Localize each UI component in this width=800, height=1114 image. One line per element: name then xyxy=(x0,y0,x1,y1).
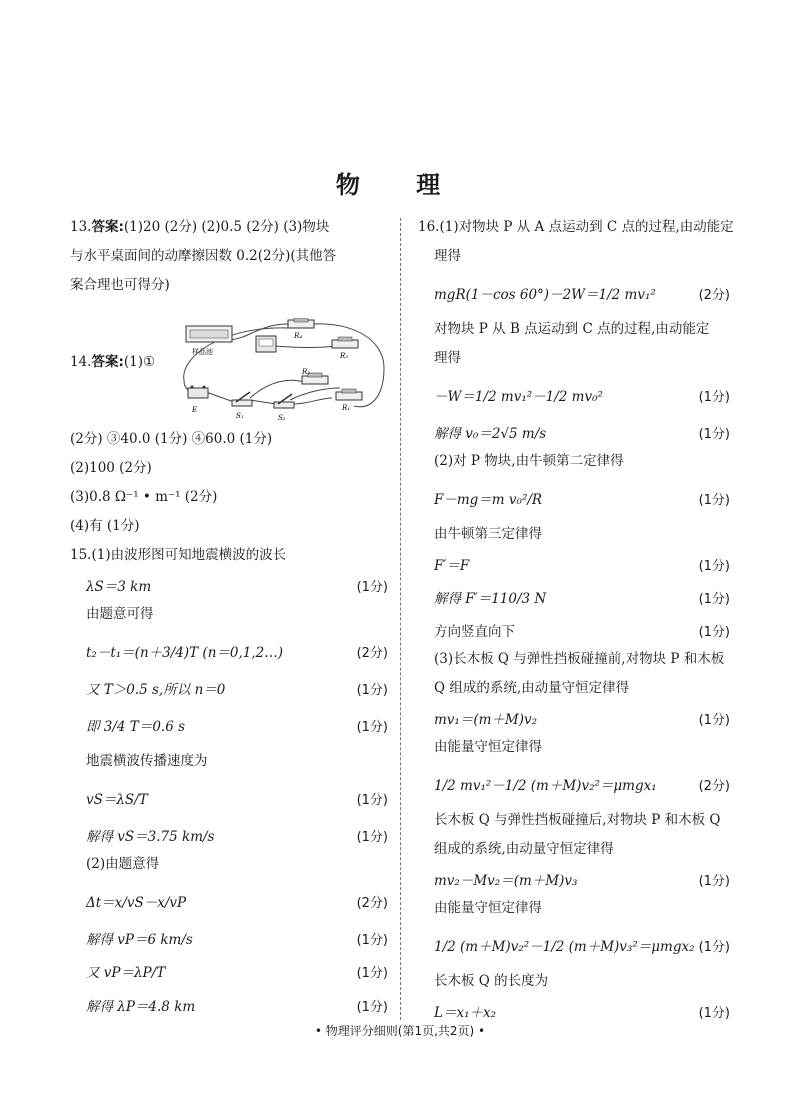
page-footer: • 物理评分细则(第1页,共2页) • xyxy=(314,1024,486,1038)
q15-score1: (1分) xyxy=(356,579,388,595)
wire-mid xyxy=(274,346,336,348)
q13 xyxy=(70,213,388,300)
q14-num: 14. xyxy=(70,354,92,370)
wire-s2-r1 xyxy=(290,398,332,404)
q16-text8: 长木板 Q 的长度为 xyxy=(434,973,549,989)
q16-text4a: (3)长木板 Q 与弹性挡板碰撞前,对物块 P 和木板 xyxy=(434,651,725,667)
q16-eq6: 解得 F′＝110/3 N xyxy=(434,591,547,607)
q15-score8: (1分) xyxy=(356,932,388,948)
wire-s1-s2 xyxy=(250,400,276,404)
q16-text1b: 理得 xyxy=(434,350,461,366)
q15-intro: 15.(1)由波形图可知地震横波的波长 xyxy=(70,547,287,563)
resistor-r3 xyxy=(332,337,358,348)
q15-eq5: vS＝λS/T xyxy=(86,792,148,808)
q16-score12: (1分) xyxy=(698,1005,730,1021)
wire-right-down xyxy=(354,368,384,407)
right-column xyxy=(418,213,734,1026)
q14-line2: (2)100 (2分) xyxy=(70,460,152,476)
q16-eq12: L＝x₁＋x₂ xyxy=(434,1005,497,1021)
q14-line4: (4)有 (1分) xyxy=(70,518,140,534)
q16-score8: (1分) xyxy=(698,712,730,728)
circuit-diagram xyxy=(170,318,392,428)
r3-label: R₃ xyxy=(340,352,349,360)
r2-label: R₂ xyxy=(302,368,311,376)
q16-score7: (1分) xyxy=(698,624,730,640)
q15-eq9: 又 vP＝λP/T xyxy=(86,965,166,981)
q16-score10: (1分) xyxy=(698,873,730,889)
wire-e-s1 xyxy=(206,392,234,402)
q15-eq1: λS＝3 km xyxy=(86,579,152,595)
q15-score4: (1分) xyxy=(356,719,388,735)
q15-score2: (2分) xyxy=(356,645,388,661)
e-label: E xyxy=(192,406,198,414)
column-divider xyxy=(400,218,401,1020)
q15-text1: 由题意可得 xyxy=(86,606,154,622)
r1-label: R₁ xyxy=(342,404,351,412)
r4-label: R₄ xyxy=(294,332,303,340)
q15-score5: (1分) xyxy=(356,792,388,808)
q14-lead: (1)① xyxy=(123,354,156,370)
q14-line3: (3)0.8 Ω⁻¹ • m⁻¹ (2分) xyxy=(70,489,218,505)
q16-eq4: F－mg＝m v₀²/R xyxy=(434,492,543,508)
q15-score9: (1分) xyxy=(356,965,388,981)
q16-score6: (1分) xyxy=(698,591,730,607)
q15-eq2: t₂－t₁＝(n＋3/4)T (n＝0,1,2…) xyxy=(86,645,284,661)
q15-eq3: 又 T＞0.5 s,所以 n＝0 xyxy=(86,682,226,698)
q16-text3: 由牛顿第三定律得 xyxy=(434,526,542,542)
battery-e xyxy=(188,386,208,399)
q16-eq1: mgR(1－cos 60°)－2W＝1/2 mv₁² xyxy=(434,287,656,303)
q16-score11: (1分) xyxy=(698,939,730,955)
q15-eq8: 解得 vP＝6 km/s xyxy=(86,932,193,948)
q13-answer-label: 答案: xyxy=(91,219,124,235)
resistor-r1 xyxy=(336,389,362,400)
q16-eq3: 解得 v₀＝2√5 m/s xyxy=(434,426,547,442)
q16-eq8: mv₁＝(m＋M)v₂ xyxy=(434,712,538,728)
q14-line1: (2分) ③40.0 (1分) ④60.0 (1分) xyxy=(70,431,273,447)
q16-eq9: 1/2 mv₁²－1/2 (m＋M)v₂²＝μmgx₁ xyxy=(434,778,657,794)
page-title: 物 理 xyxy=(335,171,465,199)
q16-text5: 由能量守恒定律得 xyxy=(434,739,542,755)
q16-eq7: 方向竖直向下 xyxy=(434,624,515,640)
q13-num: 13. xyxy=(70,219,92,235)
wire-s1-r2 xyxy=(250,380,304,398)
q16-text6b: 组成的系统,由动量守恒定律得 xyxy=(434,841,614,857)
sample-cell xyxy=(186,326,232,342)
q16-text7: 由能量守恒定律得 xyxy=(434,900,542,916)
q16-score9: (2分) xyxy=(698,778,730,794)
q15-text3: (2)由题意得 xyxy=(86,856,160,872)
q13-line3: 案合理也可得分) xyxy=(70,277,170,293)
q16-score1: (2分) xyxy=(698,287,730,303)
q16-eq11: 1/2 (m＋M)v₂²－1/2 (m＋M)v₃²＝μmgx₂ xyxy=(434,939,695,955)
q16-intro2: 理得 xyxy=(434,248,461,264)
resistor-r4 xyxy=(288,318,314,328)
s1-label: S₁ xyxy=(236,412,244,420)
q15-score3: (1分) xyxy=(356,682,388,698)
q16-text2: (2)对 P 物块,由牛顿第二定律得 xyxy=(434,453,624,469)
q16-text1a: 对物块 P 从 B 点运动到 C 点的过程,由动能定 xyxy=(434,321,710,337)
switch-s2 xyxy=(274,394,294,408)
q16-eq2: －W＝1/2 mv₁²－1/2 mv₀² xyxy=(434,389,603,405)
q15-text2: 地震横波传播速度为 xyxy=(86,753,208,769)
q15-eq10: 解得 λP＝4.8 km xyxy=(86,999,196,1015)
q16-text4b: Q 组成的系统,由动量守恒定律得 xyxy=(434,680,630,696)
sample-cell-label: 样品池 xyxy=(192,348,213,356)
wire-s2-r1b xyxy=(290,388,340,400)
q16-eq10: mv₂－Mv₂＝(m＋M)v₃ xyxy=(434,873,578,889)
q15-eq6: 解得 vS＝3.75 km/s xyxy=(86,829,215,845)
meter xyxy=(256,336,276,352)
q16-score3: (1分) xyxy=(698,426,730,442)
q14-answer-label: 答案: xyxy=(91,354,124,370)
q16-intro1: 16.(1)对物块 P 从 A 点运动到 C 点的过程,由动能定 xyxy=(418,219,734,235)
q15 xyxy=(70,541,388,1021)
q16-text6a: 长木板 Q 与弹性挡板碰撞后,对物块 P 和木板 Q xyxy=(434,812,721,828)
q15-score6: (1分) xyxy=(356,829,388,845)
switch-s1 xyxy=(232,392,252,406)
s2-label: S₂ xyxy=(278,414,286,422)
q16-score4: (1分) xyxy=(698,492,730,508)
q16-eq5: F′＝F xyxy=(434,558,470,574)
q15-score7: (2分) xyxy=(356,895,388,911)
q16-score2: (1分) xyxy=(698,389,730,405)
q15-score10: (1分) xyxy=(356,999,388,1015)
q13-line2: 与水平桌面间的动摩擦因数 0.2(2分)(其他答 xyxy=(70,248,337,264)
q15-eq4: 即 3/4 T＝0.6 s xyxy=(86,719,186,735)
q15-eq7: Δt＝x/vS－x/vP xyxy=(86,895,187,911)
q16-score5: (1分) xyxy=(698,558,730,574)
q13-line1: (1)20 (2分) (2)0.5 (2分) (3)物块 xyxy=(123,219,330,235)
